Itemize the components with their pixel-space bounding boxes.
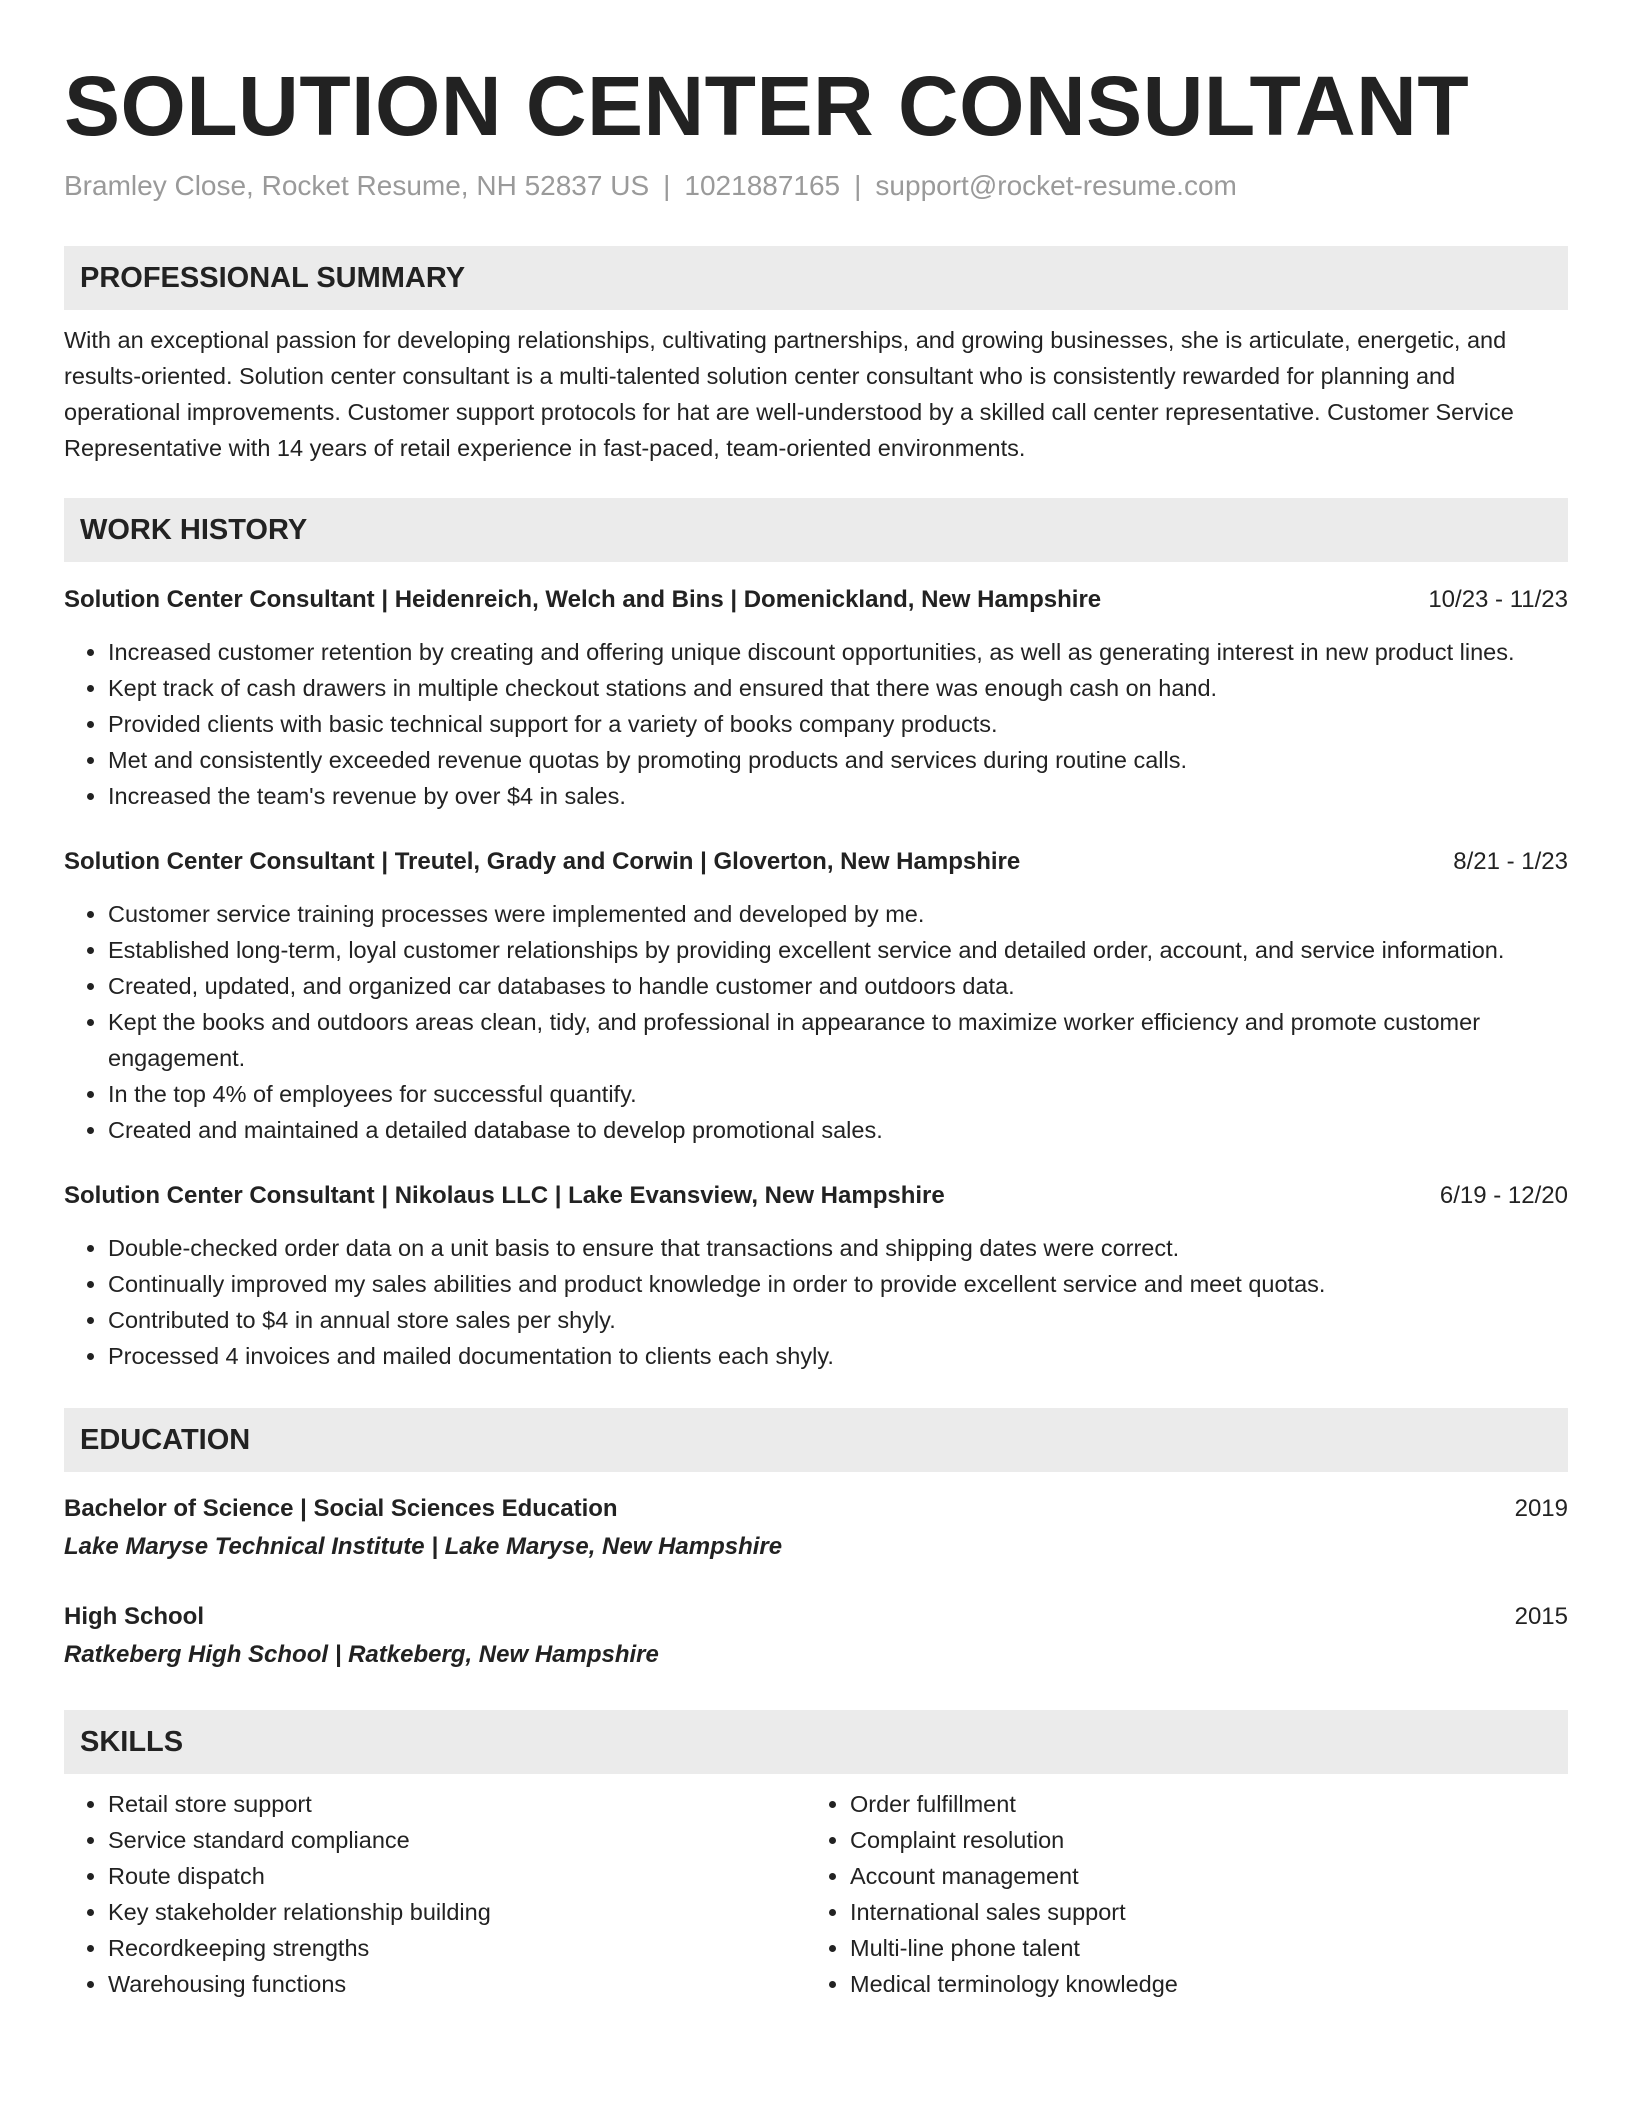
job-title: Solution Center Consultant | Treutel, Grady and Corwin | Gloverton, New Hampshire bbox=[64, 848, 1021, 875]
section-heading-summary: PROFESSIONAL SUMMARY bbox=[64, 246, 1568, 310]
job-entry bbox=[64, 1178, 1568, 1374]
list-item: • Key stakeholder relationship building bbox=[108, 1894, 806, 1930]
list-item: • Contributed to $4 in annual store sales per shyly. bbox=[108, 1302, 1568, 1338]
list-item: • Processed 4 invoices and mailed documentation to clients each shyly. bbox=[108, 1338, 1568, 1374]
contact-line bbox=[64, 168, 1568, 204]
skills-column-left bbox=[64, 1786, 806, 2002]
list-item: • Service standard compliance bbox=[108, 1822, 806, 1858]
list-item: • Continually improved my sales abilities and product knowledge in order to provide excellent service and meet quotas. bbox=[108, 1266, 1568, 1302]
job-bullets bbox=[64, 634, 1568, 814]
skills-column-right bbox=[806, 1786, 1550, 2002]
contact-separator: | bbox=[663, 170, 671, 201]
list-item: • International sales support bbox=[850, 1894, 1550, 1930]
contact-separator: | bbox=[854, 170, 862, 201]
skills-list bbox=[64, 1786, 1568, 2002]
job-dates: 10/23 - 11/23 bbox=[1428, 586, 1568, 613]
education-year: 2015 bbox=[1514, 1603, 1568, 1630]
list-item: • Established long-term, loyal customer relationships by providing excellent service and detailed order, account, and service information. bbox=[108, 932, 1568, 968]
list-item: • Customer service training processes were implemented and developed by me. bbox=[108, 896, 1568, 932]
job-bullets bbox=[64, 1230, 1568, 1374]
education-year: 2019 bbox=[1514, 1495, 1568, 1522]
job-title: Solution Center Consultant | Heidenreich, Welch and Bins | Domenickland, New Hampshire bbox=[64, 586, 1102, 613]
list-item: • Increased the team's revenue by over $4 in sales. bbox=[108, 778, 1568, 814]
list-item: • Account management bbox=[850, 1858, 1550, 1894]
list-item: • Increased customer retention by creating and offering unique discount opportunities, as well as generating interest in new product lines. bbox=[108, 634, 1568, 670]
list-item: • Route dispatch bbox=[108, 1858, 806, 1894]
list-item: • Complaint resolution bbox=[850, 1822, 1550, 1858]
section-heading-work: WORK HISTORY bbox=[64, 498, 1568, 562]
education-school: Lake Maryse Technical Institute | Lake Maryse, New Hampshire bbox=[64, 1533, 783, 1560]
list-item: • Warehousing functions bbox=[108, 1966, 806, 2002]
list-item: • Created and maintained a detailed database to develop promotional sales. bbox=[108, 1112, 1568, 1148]
job-bullets bbox=[64, 896, 1568, 1148]
job-dates: 6/19 - 12/20 bbox=[1439, 1182, 1568, 1209]
job-dates: 8/21 - 1/23 bbox=[1453, 848, 1568, 875]
education-entry bbox=[64, 1490, 1568, 1566]
list-item: • Medical terminology knowledge bbox=[850, 1966, 1550, 2002]
list-item: • Multi-line phone talent bbox=[850, 1930, 1550, 1966]
job-entry bbox=[64, 844, 1568, 1148]
section-heading-education: EDUCATION bbox=[64, 1408, 1568, 1472]
section-heading-skills: SKILLS bbox=[64, 1710, 1568, 1774]
contact-address: Bramley Close, Rocket Resume, NH 52837 US bbox=[64, 170, 650, 201]
job-entry bbox=[64, 582, 1568, 814]
education-school: Ratkeberg High School | Ratkeberg, New Hampshire bbox=[64, 1641, 659, 1668]
list-item: • Kept the books and outdoors areas clean, tidy, and professional in appearance to maximize worker efficiency and promote customer engagement. bbox=[108, 1004, 1568, 1076]
resume-name: SOLUTION CENTER CONSULTANT bbox=[64, 59, 1470, 153]
list-item: • Created, updated, and organized car databases to handle customer and outdoors data. bbox=[108, 968, 1568, 1004]
education-entry bbox=[64, 1598, 1568, 1674]
list-item: • Kept track of cash drawers in multiple checkout stations and ensured that there was enough cash on hand. bbox=[108, 670, 1568, 706]
contact-email: support@rocket-resume.com bbox=[875, 170, 1237, 201]
list-item: • Retail store support bbox=[108, 1786, 806, 1822]
education-degree: High School bbox=[64, 1603, 204, 1630]
list-item: • Double-checked order data on a unit basis to ensure that transactions and shipping dates were correct. bbox=[108, 1230, 1568, 1266]
list-item: • Provided clients with basic technical support for a variety of books company products. bbox=[108, 706, 1568, 742]
summary-text: With an exceptional passion for developing relationships, cultivating partnerships, and growing businesses, she is articulate, energetic, and results-oriented. Solution center consultant is a multi-talented solution center consultant who is consistently rewarded for planning and operational improvements. Customer support protocols for hat are well-understood by a skilled call center representative. Customer Service Representative with 14 years of retail experience in fast-paced, team-oriented environments. bbox=[64, 327, 1514, 461]
resume-page bbox=[64, 0, 1568, 2002]
list-item: • Recordkeeping strengths bbox=[108, 1930, 806, 1966]
list-item: • In the top 4% of employees for successful quantify. bbox=[108, 1076, 1568, 1112]
contact-phone: 1021887165 bbox=[684, 170, 841, 201]
job-title: Solution Center Consultant | Nikolaus LLC | Lake Evansview, New Hampshire bbox=[64, 1182, 945, 1209]
list-item: • Met and consistently exceeded revenue quotas by promoting products and services during routine calls. bbox=[108, 742, 1568, 778]
list-item: • Order fulfillment bbox=[850, 1786, 1550, 1822]
education-degree: Bachelor of Science | Social Sciences Education bbox=[64, 1495, 618, 1522]
